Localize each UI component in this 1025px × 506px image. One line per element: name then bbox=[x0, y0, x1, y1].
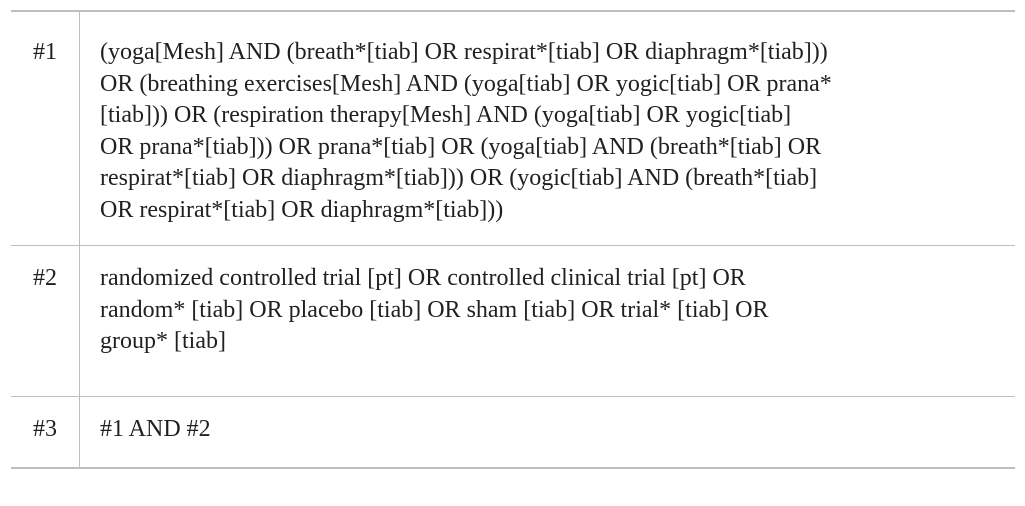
search-query-cell bbox=[80, 397, 1016, 469]
search-number-cell bbox=[11, 11, 80, 246]
search-query-cell bbox=[80, 11, 1016, 246]
search-strategy-table bbox=[11, 10, 1015, 469]
table-row bbox=[11, 11, 1015, 246]
search-query: (yoga[Mesh] AND (breath*[tiab] OR respirat*[tiab] OR diaphragm*[tiab])) OR (breathing exercises[Mesh] AND (yoga[tiab] OR yogic[tiab] OR prana* [tiab])) OR (respiration therapy[Mesh] AND (yoga[tiab] OR yogic[tiab] OR prana*[tiab])) OR prana*[tiab] OR (yoga[tiab] AND (breath*[tiab] OR respirat*[tiab] OR diaphragm*[tiab])) OR (yogic[tiab] AND (breath*[tiab] OR respirat*[tiab] OR diaphragm*[tiab])) bbox=[100, 39, 832, 223]
search-number-cell bbox=[11, 246, 80, 397]
search-number: #1 bbox=[33, 39, 57, 65]
search-query: #1 AND #2 bbox=[100, 416, 211, 442]
search-number-cell bbox=[11, 397, 80, 469]
table-row bbox=[11, 246, 1015, 397]
search-number: #2 bbox=[33, 265, 57, 291]
table-row bbox=[11, 397, 1015, 469]
search-query-cell bbox=[80, 246, 1016, 397]
search-number: #3 bbox=[33, 416, 57, 442]
search-query: randomized controlled trial [pt] OR controlled clinical trial [pt] OR random* [tiab] OR placebo [tiab] OR sham [tiab] OR trial* [tiab] OR group* [tiab] bbox=[100, 265, 769, 354]
